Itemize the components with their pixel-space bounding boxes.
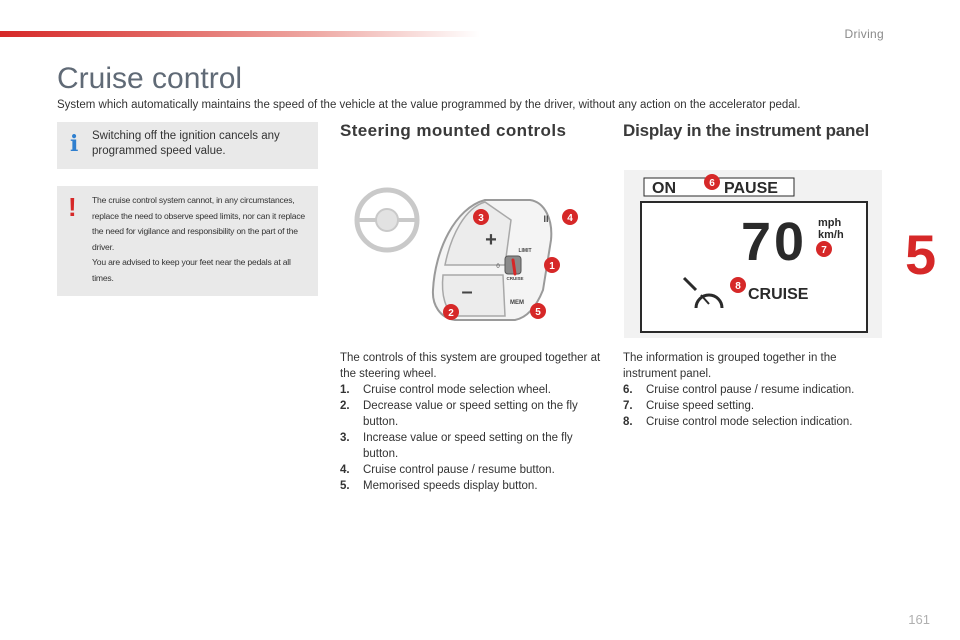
- section-header: Driving: [844, 27, 884, 41]
- svg-text:4: 4: [567, 213, 573, 224]
- unit-mph: mph: [818, 217, 842, 229]
- svg-text:3: 3: [478, 213, 484, 224]
- cruise-label: CRUISE: [506, 276, 524, 281]
- callout-3: [473, 209, 489, 225]
- info-box: [57, 122, 318, 169]
- limit-label: LIMIT: [518, 248, 532, 254]
- warning-paragraph-2: You are advised to keep your feet near the pedals at all times.: [92, 257, 291, 283]
- list-item: 5. Memorised speeds display button.: [340, 480, 538, 492]
- callout-7: [816, 241, 832, 257]
- list-item: 1. Cruise control mode selection wheel.: [340, 384, 551, 396]
- steering-description: [340, 350, 605, 494]
- list-item: 2. Decrease value or speed setting on the fly button.: [340, 400, 578, 428]
- plus-label: +: [485, 229, 497, 251]
- info-icon: i: [70, 131, 79, 157]
- unit-kmh: km/h: [818, 229, 844, 241]
- list-item: 4. Cruise control pause / resume button.: [340, 464, 555, 476]
- svg-text:5: 5: [535, 307, 541, 318]
- page-title: Cruise control: [57, 62, 243, 95]
- header-accent-bar: [0, 31, 480, 37]
- cruise-mode-indicator: CRUISE: [748, 286, 809, 303]
- callout-2: [443, 304, 459, 320]
- steering-intro: The controls of this system are grouped together at the steering wheel.: [340, 352, 601, 380]
- mem-label: MEM: [510, 300, 524, 306]
- chapter-number: 5: [905, 223, 937, 286]
- list-item: 6. Cruise control pause / resume indication.: [623, 384, 855, 396]
- steering-controls-illustration: [345, 180, 585, 330]
- svg-text:8: 8: [735, 281, 741, 292]
- callout-6: [704, 174, 720, 190]
- steering-heading: Steering mounted controls: [340, 121, 567, 140]
- svg-text:7: 7: [821, 245, 827, 256]
- callout-4: [562, 209, 578, 225]
- svg-text:1: 1: [549, 261, 555, 272]
- warning-text: [92, 193, 314, 287]
- minus-label: –: [461, 281, 473, 303]
- selection-arrow-icon: [513, 260, 515, 274]
- warning-icon: !: [68, 192, 77, 222]
- callout-1: [544, 257, 560, 273]
- callout-8: [730, 277, 746, 293]
- warning-paragraph-1: The cruise control system cannot, in any circumstances, replace the need to observe speed limits, nor can it replace the need for vigilance and responsibility on the part of the driver.: [92, 195, 305, 252]
- pause-label: II: [543, 214, 549, 224]
- instrument-display-illustration: [624, 170, 882, 338]
- speed-value: 70: [740, 212, 808, 272]
- zero-label: 0: [496, 264, 500, 270]
- list-item: 8. Cruise control mode selection indication.: [623, 416, 853, 428]
- warning-box: [57, 186, 318, 296]
- svg-text:6: 6: [709, 178, 715, 189]
- display-heading: Display in the instrument panel: [623, 121, 870, 140]
- callout-5: [530, 303, 546, 319]
- pause-indicator: PAUSE: [724, 180, 778, 197]
- display-description: [623, 350, 883, 430]
- on-indicator: ON: [652, 180, 676, 197]
- list-item: 7. Cruise speed setting.: [623, 400, 755, 412]
- info-text: Switching off the ignition cancels any programmed speed value.: [92, 130, 280, 157]
- intro-text: System which automatically maintains the speed of the vehicle at the value programmed by the driver, without any action on the accelerator pedal.: [57, 99, 801, 111]
- steering-wheel-icon: [357, 190, 417, 250]
- controls-panel: [433, 200, 551, 320]
- display-intro: The information is grouped together in the instrument panel.: [623, 352, 837, 380]
- page-number: 161: [908, 612, 930, 627]
- svg-text:2: 2: [448, 308, 454, 319]
- list-item: 3. Increase value or speed setting on the fly button.: [340, 432, 573, 460]
